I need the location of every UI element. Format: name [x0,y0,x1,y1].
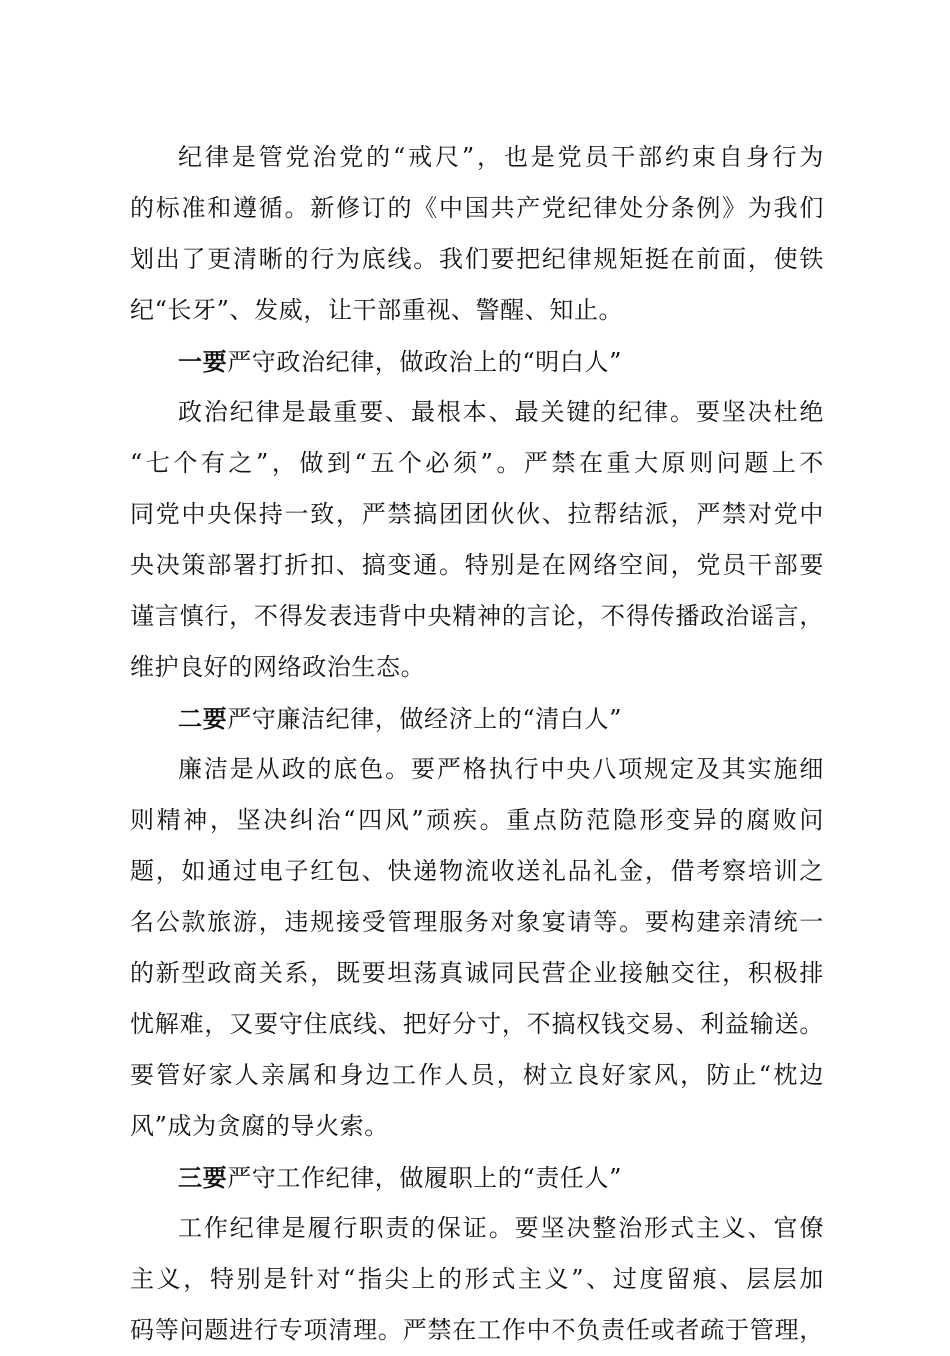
section-heading-integrity [130,693,824,744]
paragraph-line: 同党中央保持一致，严禁搞团团伙伙、拉帮结派，严禁对党中 [130,500,824,528]
paragraph-line: 题，如通过电子红包、快递物流收送礼品礼金，借考察培训之 [130,857,824,885]
section-paragraph-work [130,1203,824,1356]
paragraph-line: 名公款旅游，违规接受管理服务对象宴请等。要构建亲清统一 [130,908,824,936]
paragraph-line: 忧解难，又要守住底线、把好分寸，不搞权钱交易、利益输送。 [130,1010,824,1038]
section-heading-work [130,1152,824,1203]
paragraph-line: 风”成为贪腐的导火索。 [130,1112,389,1140]
paragraph-line: 央决策部署打折扣、搞变通。特别是在网络空间，党员干部要 [130,551,824,579]
section-heading-text: 严守工作纪律，做履职上的“责任人” [227,1164,622,1192]
paragraph-line: 码等问题进行专项清理。严禁在工作中不负责任或者疏于管理， [130,1316,824,1344]
paragraph-line: 要管好家人亲属和身边工作人员，树立良好家风，防止“枕边 [130,1061,824,1089]
document-body [130,132,824,1356]
section-paragraph-integrity [130,744,824,1152]
paragraph-line: 纪“长牙”、发威，让干部重视、警醒、知止。 [130,296,624,324]
paragraph-line: 政治纪律是最重要、最根本、最关键的纪律。要坚决杜绝 [178,398,824,426]
paragraph-line: 工作纪律是履行职责的保证。要坚决整治形式主义、官僚 [178,1214,824,1242]
paragraph-line: 划出了更清晰的行为底线。我们要把纪律规矩挺在前面，使铁 [130,245,824,273]
paragraph-line: 纪律是管党治党的“戒尺”，也是党员干部约束自身行为 [178,143,824,171]
section-heading-political [130,336,824,387]
paragraph-line: 的新型政商关系，既要坦荡真诚同民营企业接触交往，积极排 [130,959,824,987]
section-heading-lead: 三要 [178,1163,228,1192]
section-heading-lead: 一要 [178,347,228,376]
paragraph-line: 的标准和遵循。新修订的《中国共产党纪律处分条例》为我们 [130,194,824,222]
paragraph-line: 谨言慎行，不得发表违背中央精神的言论，不得传播政治谣言， [130,602,824,630]
paragraph-line: “七个有之”，做到“五个必须”。严禁在重大原则问题上不 [130,449,824,477]
paragraph-line: 则精神，坚决纠治“四风”顽疾。重点防范隐形变异的腐败问 [130,806,824,834]
section-heading-text: 严守廉洁纪律，做经济上的“清白人” [227,705,622,733]
intro-paragraph [130,132,824,336]
paragraph-line: 主义，特别是针对“指尖上的形式主义”、过度留痕、层层加 [130,1265,824,1293]
section-heading-lead: 二要 [178,704,228,733]
section-heading-text: 严守政治纪律，做政治上的“明白人” [227,348,622,376]
section-paragraph-political [130,387,824,693]
paragraph-line: 维护良好的网络政治生态。 [130,653,426,681]
paragraph-line: 廉洁是从政的底色。要严格执行中央八项规定及其实施细 [178,755,824,783]
